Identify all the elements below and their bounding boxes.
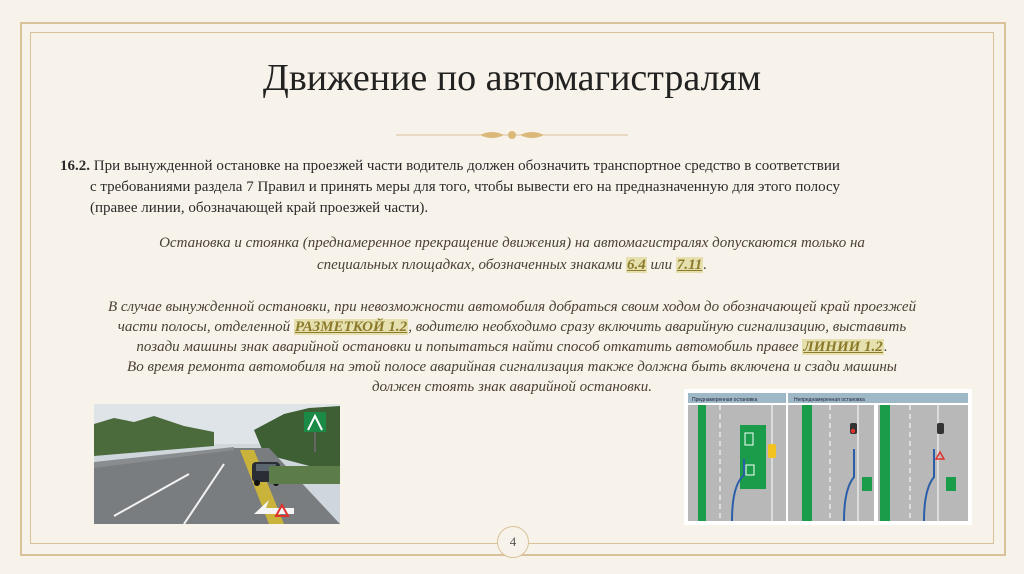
rule-line-3: (правее линии, обозначающей край проезжей части).	[90, 200, 429, 216]
forced-stop-line-4: Во время ремонта автомобиля на этой полосе аварийная сигнализация также должна быть включена и сзади машины	[127, 359, 897, 375]
sign-7-11-link[interactable]: 7.11	[676, 257, 703, 273]
sign-6-4-link[interactable]: 6.4	[627, 257, 646, 273]
diagram-label-left: Преднамеренная остановка	[692, 397, 758, 403]
line-1-2-link[interactable]: ЛИНИИ 1.2	[803, 339, 883, 355]
forced-stop-line-5: должен стоять знак аварийной остановки.	[371, 379, 653, 395]
page-number: 4	[497, 526, 529, 558]
rule-line-1: При вынужденной остановке на проезжей части водитель должен обозначить транспортное средство в соответствии	[93, 158, 840, 174]
forced-stop-line-3-suffix: .	[883, 339, 888, 355]
forced-stop-line-3-prefix: позади машины знак аварийной остановки и попытаться найти способ откатить автомобиль правее	[136, 339, 803, 355]
stop-parking-end: .	[703, 257, 708, 273]
marking-1-2-link[interactable]: РАЗМЕТКОЙ 1.2	[294, 319, 408, 335]
rule-line-2: с требованиями раздела 7 Правил и принять меры для того, чтобы вывести его на предназначенную для этого полосу	[90, 179, 840, 195]
or-text: или	[646, 257, 676, 273]
stop-parking-paragraph	[80, 232, 944, 276]
stopping-diagram	[684, 389, 972, 525]
slide-title: Движение по автомагистралям	[262, 57, 762, 99]
stop-parking-line-2: специальных площадках, обозначенных знаками	[316, 257, 627, 273]
rule-number: 16.2.	[60, 158, 90, 174]
diagram-label-right: Непреднамеренная остановка	[794, 397, 865, 403]
rule-16-2-paragraph	[60, 156, 965, 219]
stop-parking-line-1: Остановка и стоянка (преднамеренное прекращение движения) на автомагистралях допускаются только на	[159, 235, 865, 251]
forced-stop-line-2-prefix: части полосы, отделенной	[117, 319, 294, 335]
title-ornament	[396, 128, 628, 142]
forced-stop-line-1: В случае вынужденной остановки, при невозможности автомобиля добраться своим ходом до обозначающей край проезжей	[107, 299, 917, 315]
highway-photo	[94, 404, 340, 524]
forced-stop-line-2-suffix: , водителю необходимо сразу включить аварийную сигнализацию, выставить	[408, 319, 907, 335]
forced-stop-paragraph	[40, 297, 984, 397]
